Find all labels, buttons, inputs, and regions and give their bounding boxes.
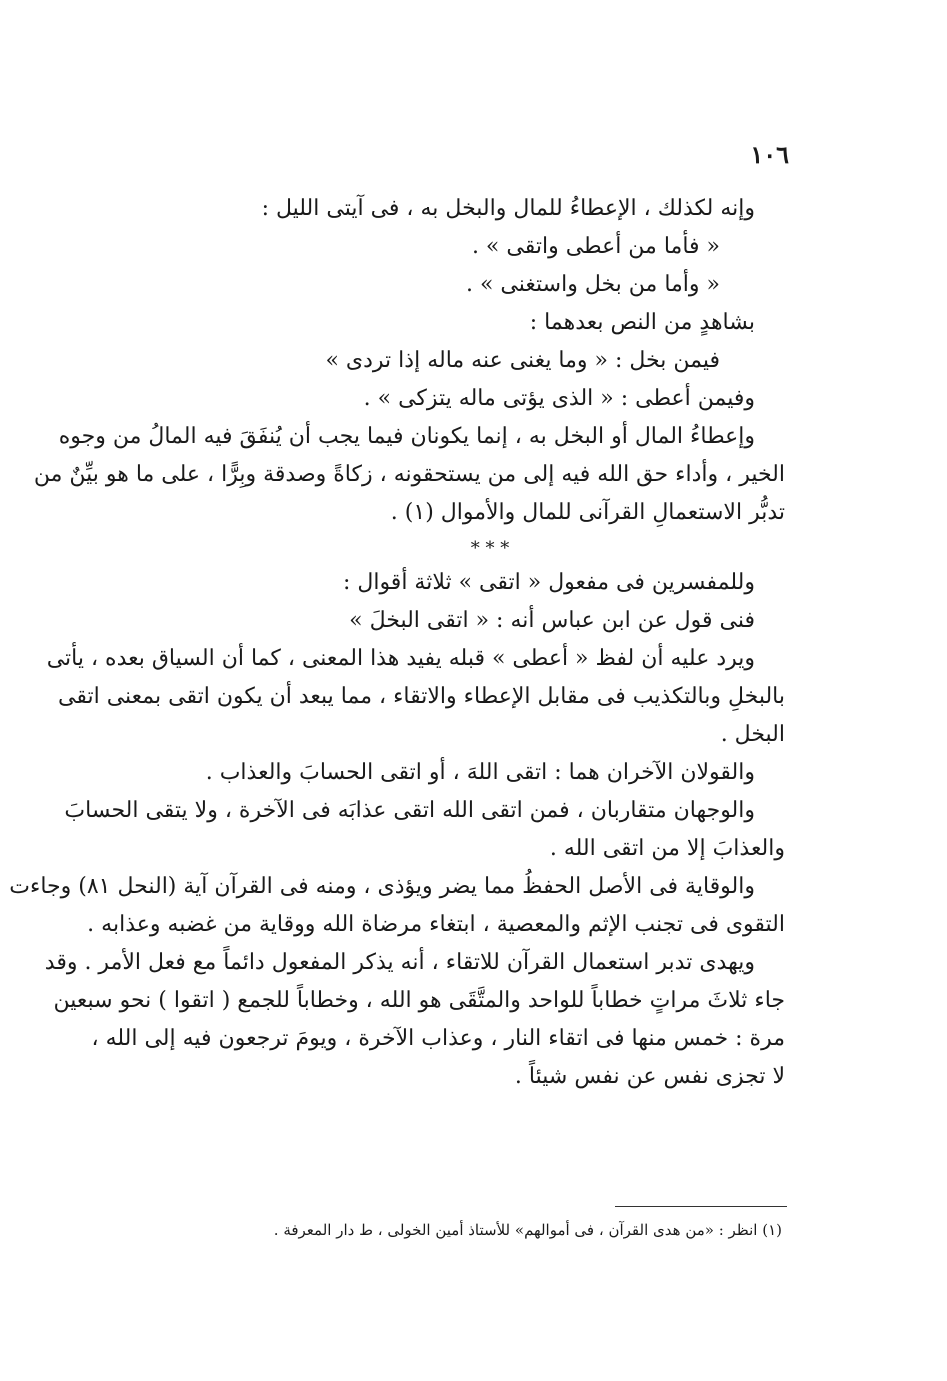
text-line: بشاهدٍ من النص بعدهما :	[529, 310, 755, 335]
text-line: والوجهان متقاربان ، فمن اتقى الله اتقى عذابَه فى الآخرة ، ولا يتقى الحسابَ	[64, 798, 755, 823]
verse-line: « فأما من أعطى واتقى » .	[471, 234, 720, 259]
text-line: مرة : خمس منها فى اتقاء النار ، وعذاب الآخرة ، ويومَ ترجعون فيه إلى الله ،	[91, 1026, 785, 1051]
verse-line: « وأما من بخل واستغنى » .	[465, 272, 720, 297]
text-line: والقولان الآخران هما : اتقى اللهَ ، أو اتقى الحسابَ والعذاب .	[205, 760, 755, 785]
text-line: بالبخلِ وبالتكذيب فى مقابل الإعطاء والاتقاء ، مما يبعد أن يكون اتقى بمعنى اتقى	[58, 684, 785, 709]
text-line: التقوى فى تجنب الإثم والمعصية ، ابتغاء مرضاة الله ووقاية من غضبه وعذابه .	[87, 912, 785, 937]
verse-line: فيمن بخل : « وما يغنى عنه ماله إذا تردى »	[325, 348, 720, 373]
main-text	[9, 190, 785, 1096]
section-separator: * * *	[470, 538, 510, 559]
footnote-divider	[615, 1206, 787, 1207]
text-line: والعذابَ إلا من اتقى الله .	[549, 836, 785, 861]
page-number: ١٠٦	[750, 140, 789, 169]
text-line: وإعطاءُ المال أو البخل به ، إنما يكونان فيما يجب أن يُنفَقَ فيه المالُ من وجوه	[58, 424, 755, 449]
text-line: تدبُّر الاستعمالِ القرآنى للمال والأموال (١) .	[390, 500, 785, 525]
text-line: البخل .	[720, 722, 785, 747]
text-line: فنى قول عن ابن عباس أنه : « اتقى البخلَ »	[349, 608, 755, 633]
text-line: وإنه لكذلك ، الإعطاءُ للمال والبخل به ، فى آيتى الليل :	[261, 196, 755, 221]
text-line: ويرد عليه أن لفظ « أعطى » قبله يفيد هذا المعنى ، كما أن السياق بعده ، يأتى	[46, 646, 755, 671]
text-line: الخير ، وأداء حق الله فيه إلى من يستحقونه ، زكاةً وصدقة وبِرًّا ، على ما هو بيِّنٌ من	[33, 462, 785, 487]
verse-line: وفيمن أعطى : « الذى يؤتى ماله يتزكى » .	[363, 386, 755, 411]
text-line: والوقاية فى الأصل الحفظُ مما يضر ويؤذى ، ومنه فى القرآن آية (النحل ٨١) وجاءت	[9, 874, 755, 899]
text-line: لا تجزى نفس عن نفس شيئاً .	[514, 1064, 785, 1089]
text-line: وللمفسرين فى مفعول « اتقى » ثلاثة أقوال :	[342, 570, 755, 595]
text-line: جاء ثلاثَ مراتٍ خطاباً للواحد والمتَّقَى هو الله ، وخطاباً للجمع ( اتقوا ) نحو سبعين	[53, 988, 785, 1013]
text-line: ويهدى تدبر استعمال القرآن للاتقاء ، أنه يذكر المفعول دائماً مع فعل الأمر . وقد	[44, 950, 755, 975]
footnote: (١) انظر : «من هدى القرآن ، فى أموالهم» للأستاذ أمين الخولى ، ط دار المعرفة .	[273, 1221, 782, 1239]
